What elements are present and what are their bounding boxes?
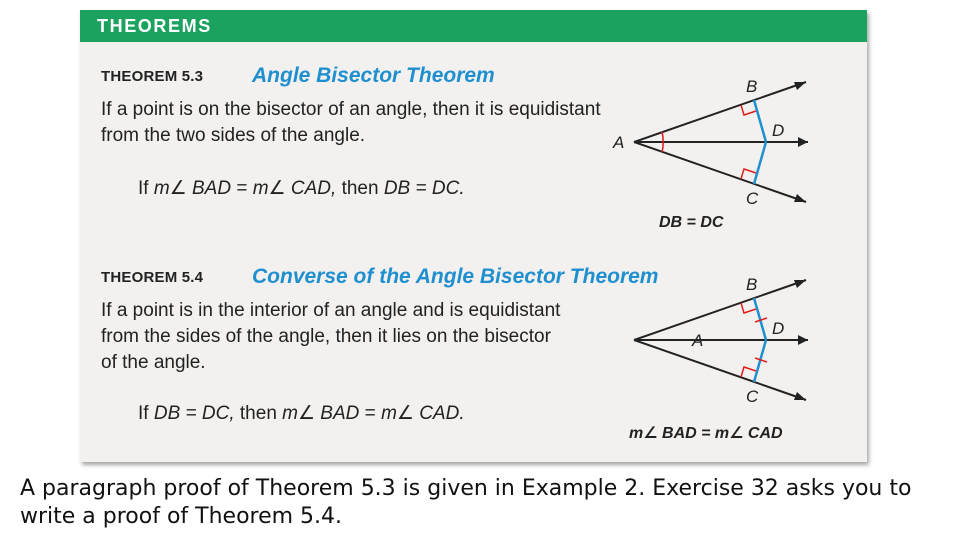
segment-dc [754,142,766,184]
right-angle-mark-c [741,169,756,179]
label-d: D [772,121,785,140]
header-title: THEOREMS [97,16,212,36]
segment-db [754,100,766,142]
stmt2-if: If [138,403,149,424]
label-d: D [772,319,785,338]
arrowhead-b [794,280,806,288]
label-c: C [746,387,759,406]
theorem-5-3-title: Angle Bisector Theorem [252,64,495,87]
stmt1-conclusion: DB = DC. [383,178,465,199]
theorems-header [80,10,867,42]
arrowhead-c [794,194,806,202]
arrowhead-d [798,137,808,147]
stmt1-if: If [138,178,149,199]
ray-ac [634,340,806,400]
label-c: C [746,189,759,208]
ray-ac [634,142,806,202]
right-angle-mark-b [741,105,756,115]
theorem-5-4-title: Converse of the Angle Bisector Theorem [252,265,659,288]
arrowhead-b [794,82,806,90]
theorem-5-4-diagram [600,276,820,426]
stmt1-hyp-right: m∠ CAD, [252,178,337,199]
arrowhead-c [794,392,806,400]
stmt2-conc-right: m∠ CAD. [381,403,465,424]
theorem-5-4-diagram-caption: m∠ BAD = m∠ CAD [629,425,783,442]
theorem-5-3-diagram [600,76,820,226]
stmt2-hypothesis: DB = DC, [153,403,235,424]
theorem-5-3-statement [138,177,465,200]
converse-figure [600,276,820,426]
angle-mark-bad [662,132,663,142]
stmt1-eq: = [236,178,248,199]
stmt2-conc-left: m∠ BAD [282,403,360,424]
theorem-5-3-label: THEOREM 5.3 [101,68,204,85]
theorems-panel [80,10,867,462]
angle-mark-cad [662,142,663,152]
theorem-5-4-label: THEOREM 5.4 [101,269,204,286]
right-angle-mark-b [741,303,756,313]
label-b: B [746,276,758,294]
slide-caption: A paragraph proof of Theorem 5.3 is given in Example 2. Exercise 32 asks you to write a proof of Theorem 5.4. [20,476,912,529]
stmt1-then: then [341,178,379,199]
stmt2-then: then [239,403,277,424]
arrowhead-d [798,335,808,345]
stmt2-eq: = [364,403,376,424]
label-a: A [692,331,704,350]
theorem-5-4-text: If a point is in the interior of an angle and is equidistant from the sides of the angle, then it lies on the bisector of the angle. [101,300,561,373]
stmt1-hyp-left: m∠ BAD [153,178,232,199]
theorem-5-3-diagram-caption: DB = DC [659,214,724,231]
right-angle-mark-c [741,367,756,377]
theorem-5-4-statement [138,402,465,425]
label-b: B [746,77,758,96]
label-a: A [613,133,625,152]
theorem-5-3-text: If a point is on the bisector of an angle, then it is equidistant from the two sides of the angle. [101,99,601,146]
angle-bisector-figure [600,76,820,226]
